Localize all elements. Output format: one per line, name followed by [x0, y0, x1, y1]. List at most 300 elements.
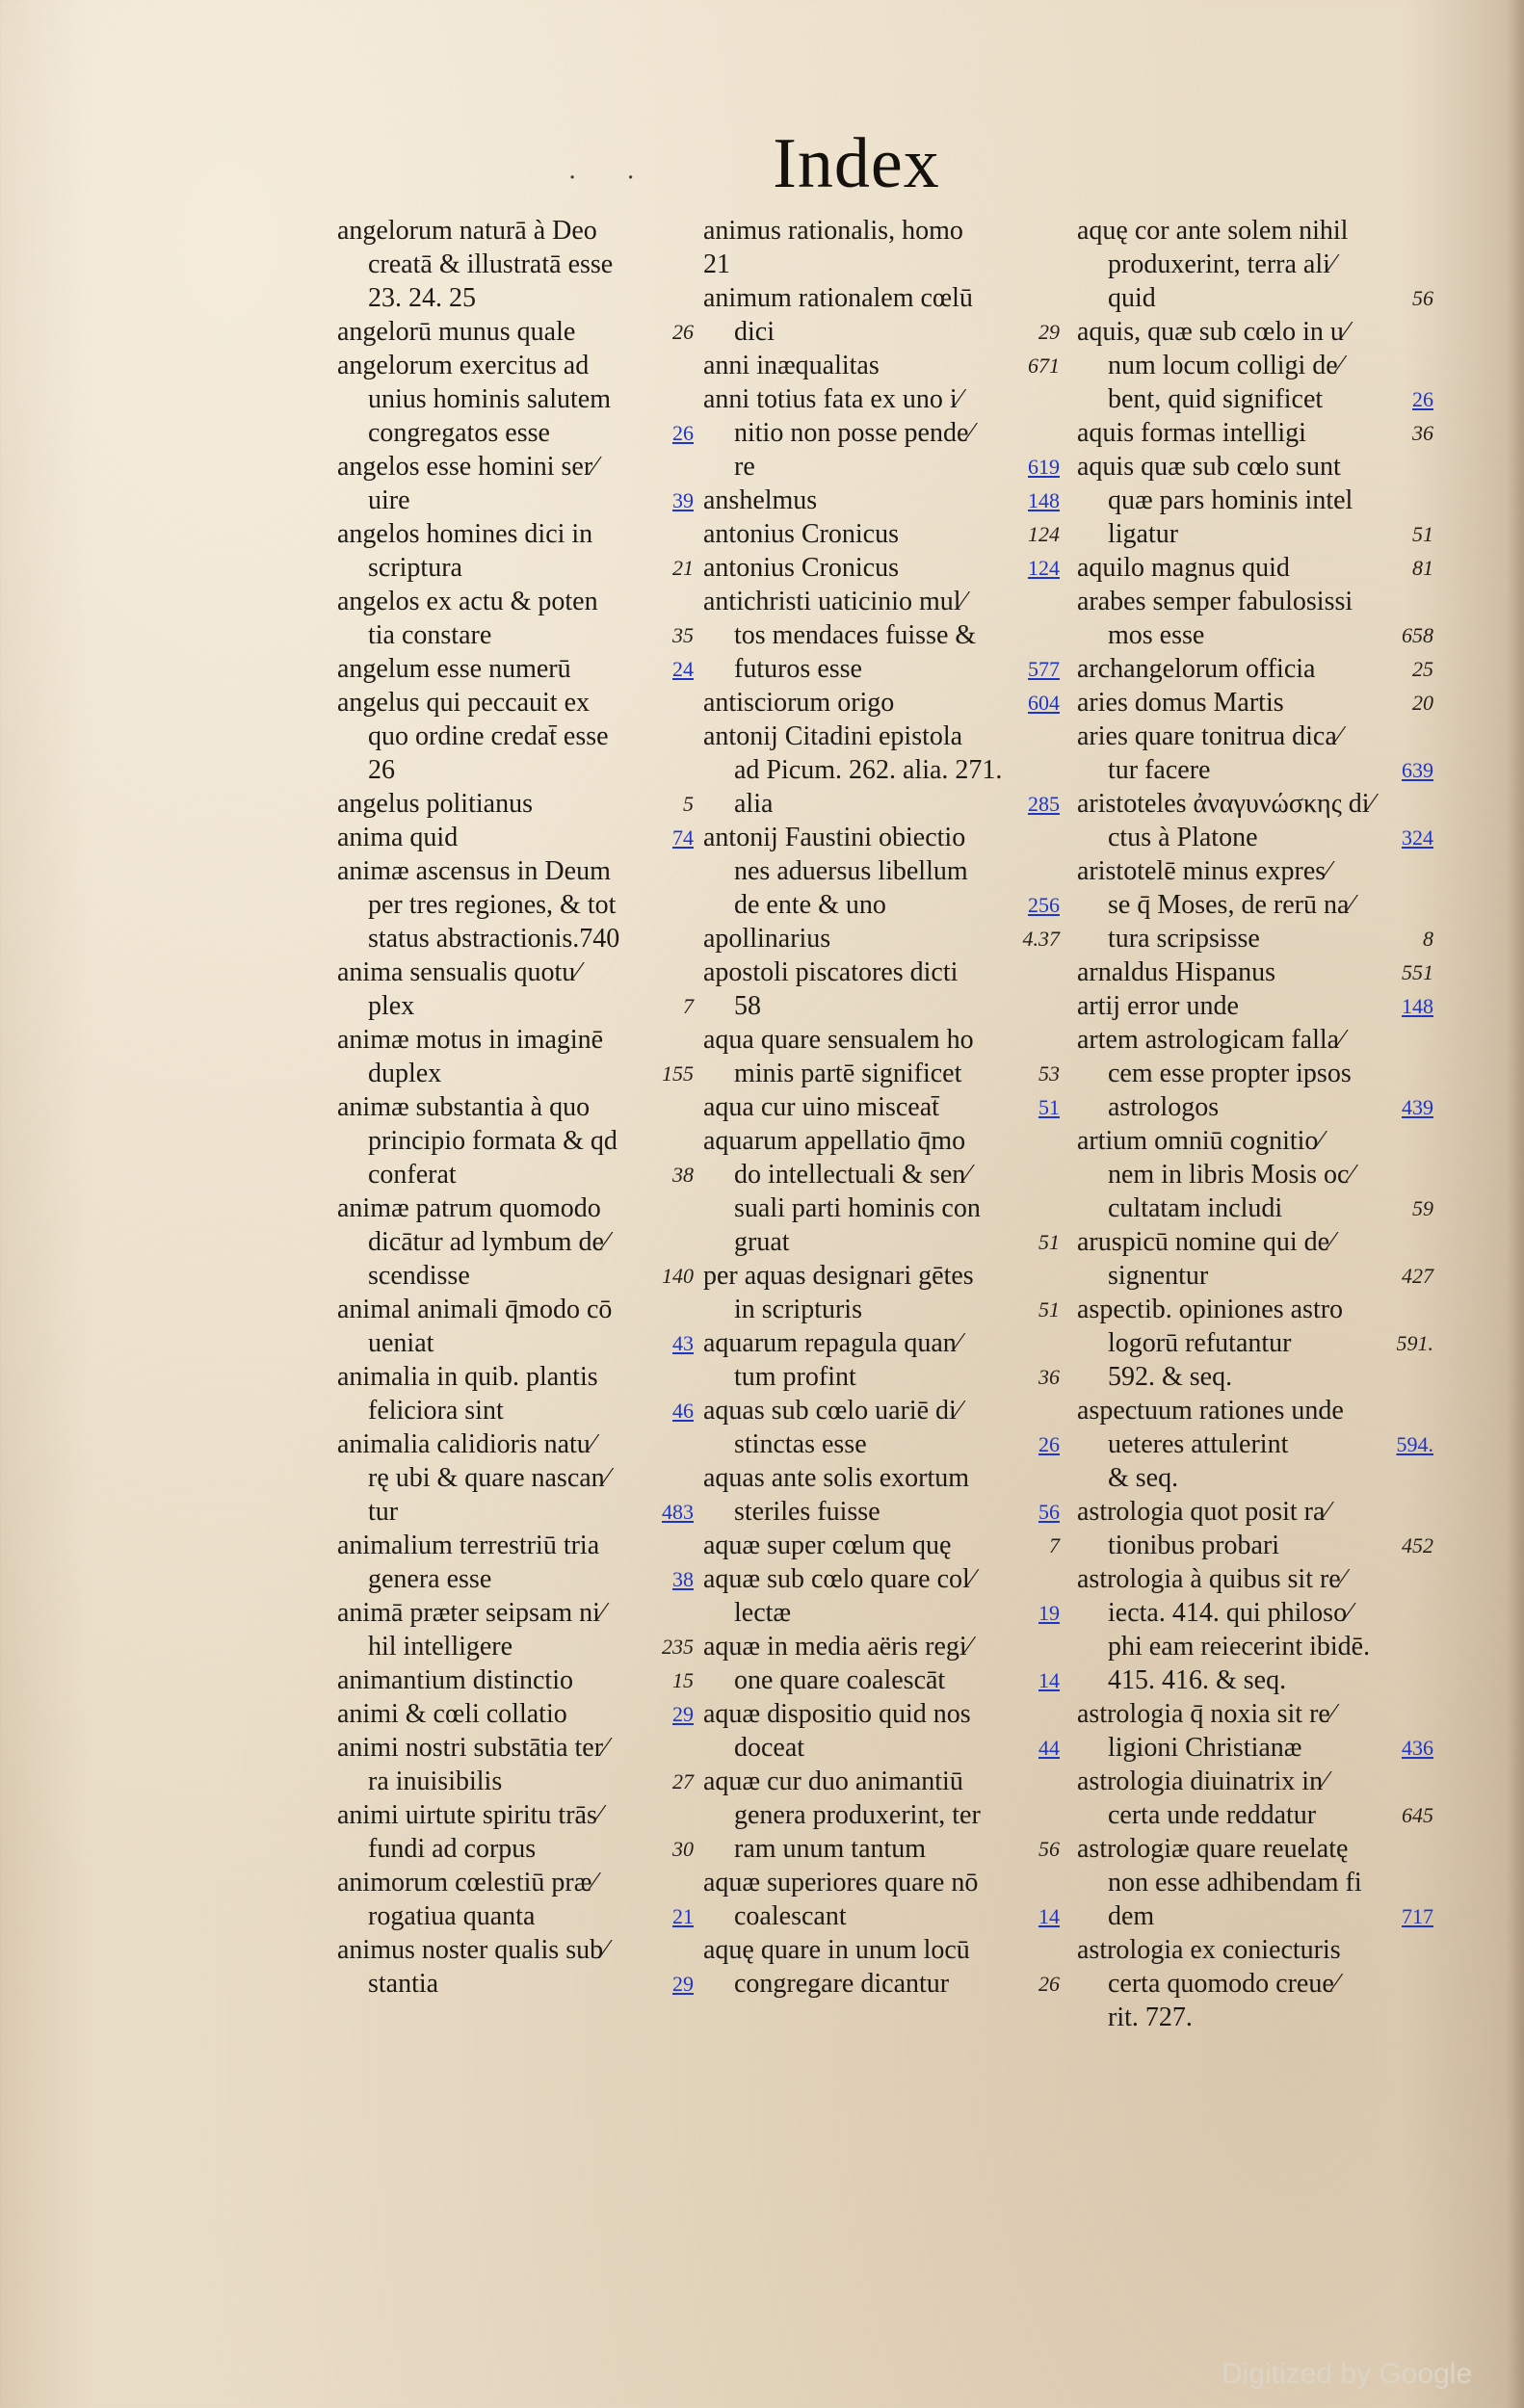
entry-text: aquilo magnus quid — [1077, 553, 1290, 583]
index-entry — [1077, 686, 1433, 720]
entry-text: aquæ superiores quare nō — [703, 1868, 979, 1898]
entry-text: scendisse — [368, 1261, 470, 1291]
entry-text: antichristi uaticinio mul⁄ — [703, 587, 966, 616]
index-entry — [703, 1731, 1060, 1765]
page-number: 8 — [1423, 927, 1433, 951]
entry-text: congregare dicantur — [734, 1969, 950, 1999]
index-entry — [703, 1191, 1060, 1225]
page-number-link[interactable]: 38 — [672, 1567, 694, 1591]
page-number-link[interactable]: 148 — [1402, 994, 1433, 1018]
index-entry — [1077, 1899, 1433, 1933]
page-number: 25 — [1412, 657, 1433, 681]
index-entry — [1077, 382, 1433, 416]
index-entry — [337, 1630, 694, 1663]
entry-text: aquæ in media aëris regi⁄ — [703, 1632, 972, 1662]
entry-text: arabes semper fabulosissi — [1077, 587, 1353, 616]
index-entry — [703, 1697, 1060, 1731]
entry-text: 58 — [734, 991, 761, 1021]
index-entry — [703, 382, 1060, 416]
entry-text: apostoli piscatores dicti — [703, 957, 959, 987]
entry-text: aquarum appellatio q̄mo — [703, 1126, 966, 1156]
entry-text: certa quomodo creue⁄ — [1108, 1969, 1339, 1999]
entry-text: tum profint — [734, 1362, 856, 1392]
index-entry — [337, 787, 694, 821]
page-number-link[interactable]: 124 — [1028, 556, 1060, 580]
page-number: 452 — [1402, 1533, 1433, 1557]
entry-text: num locum colligi de⁄ — [1108, 351, 1343, 380]
page-number-link[interactable]: 717 — [1402, 1904, 1433, 1928]
entry-text: astrologiæ quare reuelatę — [1077, 1834, 1349, 1864]
index-entry — [703, 450, 1060, 484]
index-entry — [337, 1731, 694, 1765]
page-number-link[interactable]: 44 — [1038, 1736, 1060, 1760]
entry-text: in scripturis — [734, 1295, 862, 1324]
index-entry — [337, 1967, 694, 2001]
index-entry — [1077, 989, 1433, 1023]
index-entry — [703, 1057, 1060, 1090]
index-entry — [1077, 1293, 1433, 1326]
index-entry — [337, 821, 694, 854]
page-number: 427 — [1402, 1264, 1433, 1288]
index-entry — [1077, 1866, 1433, 1899]
entry-text: animantium distinctio — [337, 1665, 573, 1695]
entry-text: artium omniū cognitio⁄ — [1077, 1126, 1324, 1156]
entry-text: de ente & uno — [734, 890, 886, 920]
index-entry — [1077, 349, 1433, 382]
index-entry — [337, 720, 694, 753]
index-entry — [1077, 1967, 1433, 2001]
index-column-2 — [703, 214, 1060, 2001]
page-number-link[interactable]: 577 — [1028, 657, 1060, 681]
entry-text: cultatam includi — [1108, 1193, 1283, 1223]
page-number: 27 — [672, 1769, 694, 1793]
page-number: 645 — [1402, 1803, 1433, 1827]
entry-text: animi nostri substātia ter⁄ — [337, 1733, 608, 1763]
index-entry — [1077, 1798, 1433, 1832]
index-entry — [1077, 585, 1433, 618]
page-number: 51 — [1038, 1297, 1060, 1322]
page-number-link[interactable]: 39 — [672, 488, 694, 512]
index-column-3 — [1077, 214, 1433, 2034]
index-entry — [703, 888, 1060, 922]
entry-text: aquis, quæ sub cœlo in u⁄ — [1077, 317, 1349, 347]
entry-text: gruat — [734, 1227, 790, 1257]
page-number-link[interactable]: 51 — [1038, 1095, 1060, 1119]
entry-text: angelorum exercitus ad — [337, 351, 590, 380]
index-entry — [703, 955, 1060, 989]
index-entry — [337, 1663, 694, 1697]
entry-text: anshelmus — [703, 485, 818, 515]
entry-text: tionibus probari — [1108, 1531, 1280, 1560]
entry-text: per tres regiones, & tot — [368, 890, 617, 920]
entry-text: archangelorum officia — [1077, 654, 1316, 684]
entry-text: angelos esse homini ser⁄ — [337, 452, 597, 482]
entry-text: stinctas esse — [734, 1429, 867, 1459]
index-entry — [1077, 1191, 1433, 1225]
page-number-link[interactable]: 439 — [1402, 1095, 1433, 1119]
entry-text: fundi ad corpus — [368, 1834, 537, 1864]
index-entry — [1077, 1090, 1433, 1124]
entry-text: astrologia à quibus sit re⁄ — [1077, 1564, 1346, 1594]
entry-text: tur — [368, 1497, 399, 1527]
index-entry — [337, 1191, 694, 1225]
entry-text: aqua cur uino misceat̄ — [703, 1092, 939, 1122]
page-number-link[interactable]: 19 — [1038, 1601, 1060, 1625]
index-entry — [703, 1866, 1060, 1899]
index-entry — [337, 1360, 694, 1394]
entry-text: ueteres attulerint — [1108, 1429, 1289, 1459]
page-number-link[interactable]: 285 — [1028, 792, 1060, 816]
page-number: 5 — [683, 792, 694, 816]
entry-text: quid — [1108, 283, 1156, 313]
entry-text: antonij Faustini obiectio — [703, 823, 966, 852]
index-entry — [337, 585, 694, 618]
index-entry — [1077, 922, 1433, 955]
entry-text: stantia — [368, 1969, 439, 1999]
entry-text: aqua quare sensualem ho — [703, 1025, 974, 1055]
index-entry — [337, 1798, 694, 1832]
entry-text: quo ordine credat̄ esse — [368, 721, 609, 751]
page-number-link[interactable]: 436 — [1402, 1736, 1433, 1760]
page-number: 658 — [1402, 623, 1433, 647]
entry-text: animalia calidioris natu⁄ — [337, 1429, 595, 1459]
index-entry — [337, 1124, 694, 1158]
page-number: 53 — [1038, 1061, 1060, 1086]
page-number: 26 — [1038, 1972, 1060, 1996]
entry-text: hil intelligere — [368, 1632, 513, 1662]
page-number-link[interactable]: 43 — [672, 1331, 694, 1355]
page-number-link[interactable]: 483 — [662, 1500, 694, 1524]
entry-text: minis partē significet — [734, 1059, 962, 1088]
entry-text: ra inuisibilis — [368, 1767, 503, 1796]
entry-text: plex — [368, 991, 415, 1021]
entry-text: principio formata & qd — [368, 1126, 617, 1156]
index-entry — [1077, 787, 1433, 821]
entry-text: futuros esse — [734, 654, 862, 684]
entry-text: bent, quid significet — [1108, 384, 1324, 414]
page-number-link[interactable]: 14 — [1038, 1668, 1060, 1692]
index-entry — [1077, 888, 1433, 922]
page-number: 155 — [662, 1061, 694, 1086]
entry-text: doceat — [734, 1733, 805, 1763]
entry-text: cem esse propter ipsos — [1108, 1059, 1352, 1088]
entry-text: alia — [734, 789, 774, 819]
page-number: 38 — [672, 1163, 694, 1187]
entry-text: duplex — [368, 1059, 442, 1088]
index-entry — [703, 1832, 1060, 1866]
page-number: 59 — [1412, 1196, 1433, 1220]
index-entry — [703, 551, 1060, 585]
entry-text: steriles fuisse — [734, 1497, 880, 1527]
index-entry — [703, 1293, 1060, 1326]
entry-text: animæ ascensus in Deum — [337, 856, 611, 886]
page-number: 81 — [1412, 556, 1433, 580]
index-entry — [337, 1495, 694, 1529]
entry-text: animus noster qualis sub⁄ — [337, 1935, 608, 1965]
entry-text: aquis formas intelligi — [1077, 418, 1306, 448]
index-entry — [1077, 1630, 1433, 1663]
index-entry — [337, 214, 694, 248]
entry-text: feliciora sint — [368, 1396, 504, 1426]
entry-text: se q̄ Moses, de rerū na⁄ — [1108, 890, 1354, 920]
page-number-link[interactable]: 639 — [1402, 758, 1433, 782]
index-entry — [337, 1596, 694, 1630]
index-entry — [703, 315, 1060, 349]
entry-text: creatā & illustratā esse — [368, 249, 614, 279]
index-entry — [703, 1090, 1060, 1124]
index-entry — [703, 1596, 1060, 1630]
page-edge-shadow — [1507, 0, 1524, 2408]
entry-text: logorū refutantur — [1108, 1328, 1292, 1358]
index-entry — [703, 1967, 1060, 2001]
page-number-link[interactable]: 594. — [1396, 1432, 1433, 1456]
entry-text: astrologia quot posit ra⁄ — [1077, 1497, 1330, 1527]
index-entry — [1077, 450, 1433, 484]
entry-text: astrologia ex coniecturis — [1077, 1935, 1341, 1965]
entry-text: aquarum repagula quan⁄ — [703, 1328, 961, 1358]
entry-text: unius hominis salutem — [368, 384, 611, 414]
page-number: 235 — [662, 1635, 694, 1659]
index-entry — [703, 922, 1060, 955]
page-number: 671 — [1028, 353, 1060, 378]
index-entry — [337, 1427, 694, 1461]
index-entry — [703, 484, 1060, 517]
page-number-link[interactable]: 74 — [672, 825, 694, 850]
index-entry — [337, 551, 694, 585]
index-entry — [1077, 1394, 1433, 1427]
index-entry — [1077, 214, 1433, 248]
entry-text: animus rationalis, homo — [703, 216, 963, 246]
entry-text: aries domus Martis — [1077, 688, 1284, 718]
index-entry — [1077, 1057, 1433, 1090]
index-entry — [1077, 2001, 1433, 2034]
index-entry — [703, 517, 1060, 551]
page-number-link[interactable]: 148 — [1028, 488, 1060, 512]
entry-text: animā præter seipsam ni⁄ — [337, 1598, 605, 1628]
page-number-link[interactable]: 21 — [672, 1904, 694, 1928]
entry-text: nitio non posse pende⁄ — [734, 418, 974, 448]
index-entry — [703, 686, 1060, 720]
page-number: 551 — [1402, 960, 1433, 984]
index-entry — [1077, 1596, 1433, 1630]
index-entry — [703, 720, 1060, 753]
page-number-link[interactable]: 26 — [1412, 387, 1433, 411]
page-number-link[interactable]: 29 — [672, 1972, 694, 1996]
page-number-link[interactable]: 26 — [672, 421, 694, 445]
index-entry — [337, 1057, 694, 1090]
index-entry — [337, 1765, 694, 1798]
page-number-link[interactable]: 256 — [1028, 893, 1060, 917]
index-entry — [703, 1562, 1060, 1596]
index-entry — [1077, 484, 1433, 517]
page-number-link[interactable]: 46 — [672, 1399, 694, 1423]
index-entry — [337, 1090, 694, 1124]
page-number: 51 — [1038, 1230, 1060, 1254]
index-entry — [1077, 854, 1433, 888]
page-title: Index — [773, 124, 940, 203]
index-entry — [703, 1798, 1060, 1832]
index-entry — [337, 989, 694, 1023]
index-entry — [703, 1259, 1060, 1293]
entry-text: animal animali q̄modo cō — [337, 1295, 613, 1324]
entry-text: angelorum naturā à Deo — [337, 216, 597, 246]
page-number: 20 — [1412, 691, 1433, 715]
entry-text: tura scripsisse — [1108, 924, 1260, 954]
index-entry — [1077, 1158, 1433, 1191]
entry-text: animæ motus in imaginē — [337, 1025, 604, 1055]
entry-text: aruspicū nomine qui de⁄ — [1077, 1227, 1334, 1257]
page-number-link[interactable]: 26 — [1038, 1432, 1060, 1456]
page-number-link[interactable]: 14 — [1038, 1904, 1060, 1928]
entry-text: dici — [734, 317, 775, 347]
entry-text: aquas sub cœlo uariē di⁄ — [703, 1396, 961, 1426]
entry-text: do intellectuali & sen⁄ — [734, 1160, 970, 1190]
entry-text: signentur — [1108, 1261, 1209, 1291]
index-entry — [1077, 1461, 1433, 1495]
index-entry — [337, 1394, 694, 1427]
entry-text: aquæ sub cœlo quare col⁄ — [703, 1564, 975, 1594]
entry-text: coalescant — [734, 1901, 847, 1931]
index-entry — [337, 1562, 694, 1596]
index-entry — [703, 1394, 1060, 1427]
page-number: 51 — [1412, 522, 1433, 546]
index-entry — [337, 484, 694, 517]
entry-text: genera produxerint, ter — [734, 1800, 981, 1830]
entry-text: aquę cor ante solem nihil — [1077, 216, 1349, 246]
index-entry — [703, 214, 1060, 248]
entry-text: antonij Citadini epistola — [703, 721, 963, 751]
index-entry — [1077, 1731, 1433, 1765]
entry-text: certa unde reddatur — [1108, 1800, 1317, 1830]
index-entry — [337, 315, 694, 349]
page-number: 36 — [1038, 1365, 1060, 1389]
page-number-link[interactable]: 324 — [1402, 825, 1433, 850]
index-entry — [1077, 1832, 1433, 1866]
index-entry — [337, 1529, 694, 1562]
index-entry — [337, 349, 694, 382]
entry-text: anni inæqualitas — [703, 351, 880, 380]
index-entry — [703, 585, 1060, 618]
entry-text: animalium terrestriū tria — [337, 1531, 600, 1560]
index-entry — [337, 1225, 694, 1259]
entry-text: aquas ante solis exortum — [703, 1463, 970, 1493]
page-number: 21 — [672, 556, 694, 580]
page-number-link[interactable]: 604 — [1028, 691, 1060, 715]
index-entry — [703, 416, 1060, 450]
index-entry — [337, 1697, 694, 1731]
entry-text: animæ substantia à quo — [337, 1092, 591, 1122]
entry-text: one quare coalescāt — [734, 1665, 946, 1695]
index-column-1 — [337, 214, 694, 2001]
index-entry — [337, 753, 694, 787]
entry-text: quæ pars hominis intel — [1108, 485, 1353, 515]
entry-text: congregatos esse — [368, 418, 550, 448]
index-entry — [1077, 1529, 1433, 1562]
index-entry — [337, 955, 694, 989]
entry-text: ad Picum. 262. alia. 271. — [734, 755, 1003, 785]
entry-text: phi eam reiecerint ibidē. — [1108, 1632, 1371, 1662]
entry-text: angelos homines dici in — [337, 519, 593, 549]
index-entry — [1077, 1765, 1433, 1798]
entry-text: 26 — [368, 755, 395, 785]
page-number: 124 — [1028, 522, 1060, 546]
entry-text: apollinarius — [703, 924, 831, 954]
index-entry — [1077, 1259, 1433, 1293]
entry-text: antonius Cronicus — [703, 519, 899, 549]
index-entry — [337, 1326, 694, 1360]
entry-text: aristoteles ἀναγυνώσκης di⁄ — [1077, 789, 1375, 819]
index-entry — [703, 652, 1060, 686]
entry-text: uire — [368, 485, 410, 515]
page-number-link[interactable]: 29 — [672, 1702, 694, 1726]
page-number: 35 — [672, 623, 694, 647]
entry-text: mos esse — [1108, 620, 1205, 650]
entry-text: rogatiua quanta — [368, 1901, 536, 1931]
entry-text: conferat — [368, 1160, 457, 1190]
index-entry — [703, 618, 1060, 652]
index-entry — [337, 1866, 694, 1899]
page-number: 26 — [672, 320, 694, 344]
index-entry — [703, 753, 1060, 787]
page-number: 140 — [662, 1264, 694, 1288]
page-number: 4.37 — [1022, 927, 1060, 951]
page-number-link[interactable]: 56 — [1038, 1500, 1060, 1524]
page-number-link[interactable]: 24 — [672, 657, 694, 681]
entry-text: aries quare tonitrua dica⁄ — [1077, 721, 1342, 751]
index-entry — [703, 1630, 1060, 1663]
index-entry — [1077, 1326, 1433, 1360]
entry-text: ctus à Platone — [1108, 823, 1258, 852]
entry-text: non esse adhibendam fi — [1108, 1868, 1362, 1898]
entry-text: aspectuum rationes unde — [1077, 1396, 1344, 1426]
index-entry — [337, 1293, 694, 1326]
entry-text: tos mendaces fuisse & — [734, 620, 977, 650]
entry-text: aquis quæ sub cœlo sunt — [1077, 452, 1341, 482]
page-number: 7 — [1049, 1533, 1060, 1557]
index-entry — [337, 686, 694, 720]
entry-text: antisciorum origo — [703, 688, 895, 718]
index-entry — [337, 450, 694, 484]
entry-text: astrologia q̄ noxia sit re⁄ — [1077, 1699, 1335, 1729]
entry-text: astrologia diuinatrix in⁄ — [1077, 1767, 1327, 1796]
entry-text: aspectib. opiniones astro — [1077, 1295, 1344, 1324]
index-entry — [1077, 1023, 1433, 1057]
entry-text: aristotelē minus expres⁄ — [1077, 856, 1330, 886]
entry-text: nes aduersus libellum — [734, 856, 968, 886]
index-entry — [703, 1529, 1060, 1562]
index-entry — [1077, 720, 1433, 753]
page-number: 30 — [672, 1837, 694, 1861]
page-number-link[interactable]: 619 — [1028, 455, 1060, 479]
entry-text: 21 — [703, 249, 730, 279]
index-entry — [1077, 1360, 1433, 1394]
index-entry — [1077, 416, 1433, 450]
entry-text: 592. & seq. — [1108, 1362, 1233, 1392]
index-entry — [703, 854, 1060, 888]
index-entry — [337, 1023, 694, 1057]
entry-text: ligatur — [1108, 519, 1179, 549]
index-entry — [703, 281, 1060, 315]
index-entry — [337, 281, 694, 315]
entry-text: angelorū munus quale — [337, 317, 576, 347]
index-entry — [1077, 618, 1433, 652]
index-entry — [337, 888, 694, 922]
header-marks: · · — [568, 164, 656, 193]
entry-text: animi uirtute spiritu trās⁄ — [337, 1800, 602, 1830]
index-entry — [1077, 248, 1433, 281]
index-entry — [1077, 1427, 1433, 1461]
index-entry — [337, 854, 694, 888]
